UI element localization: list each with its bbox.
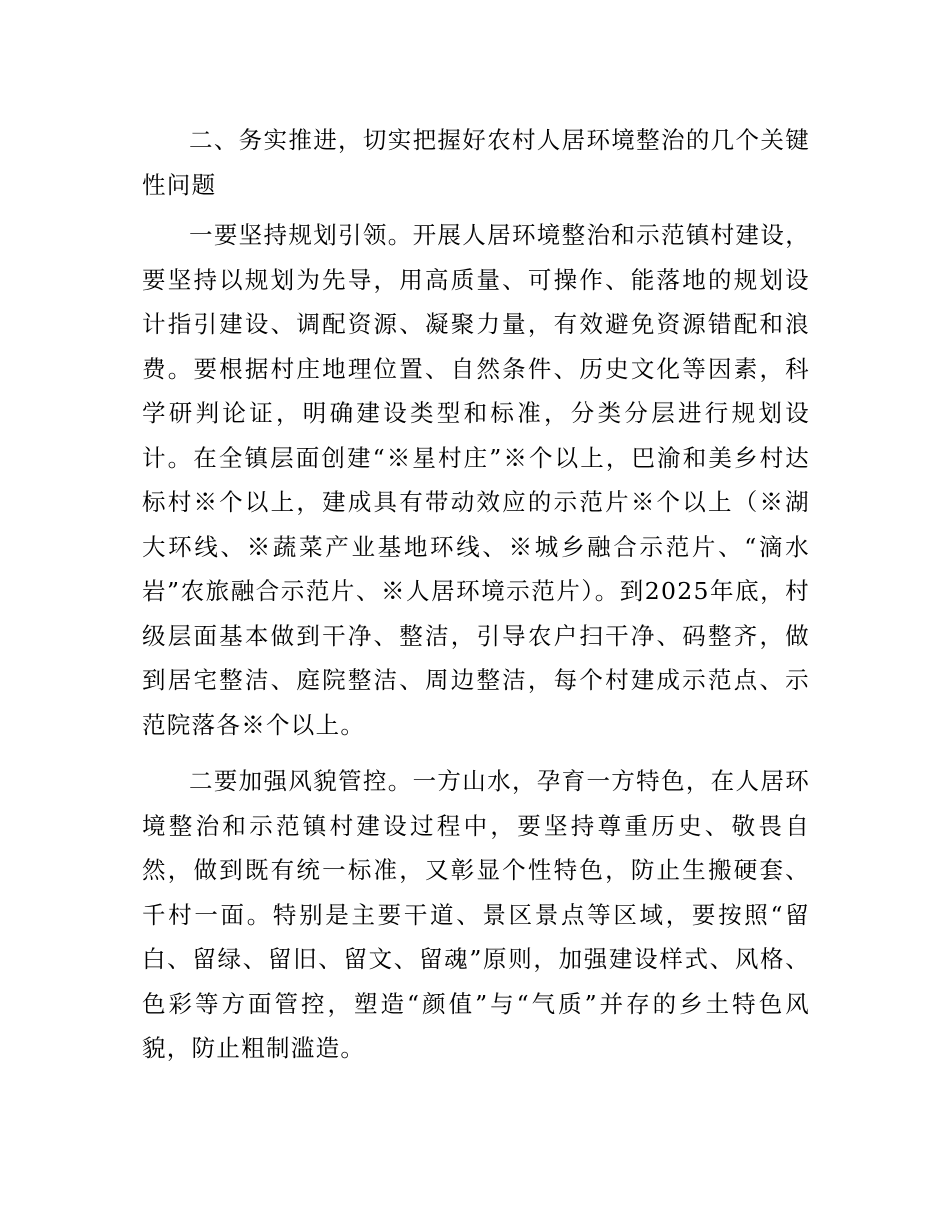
paragraph-style-control: 二要加强风貌管控。一方山水，孕育一方特色，在人居环境整治和示范镇村建设过程中，要坚持尊重历史、敬畏自然，做到既有统一标准，又彰显个性特色，防止生搬硬套、千村一面。特别是主要干道、景区景点等区域，要按照“留白、留绿、留旧、留文、留魂”原则，加强建设样式、风格、色彩等方面管控，塑造“颜值”与“气质”并存的乡土特色风貌，防止粗制滥造。 [142, 767, 810, 1062]
document-body [142, 118, 810, 1083]
section-heading: 二、务实推进，切实把握好农村人居环境整治的几个关键性问题 [142, 126, 810, 199]
paragraph-planning: 一要坚持规划引领。开展人居环境整治和示范镇村建设，要坚持以规划为先导，用高质量、可操作、能落地的规划设计指引建设、调配资源、凝聚力量，有效避免资源错配和浪费。要根据村庄地理位置、自然条件、历史文化等因素，科学研判论证，明确建设类型和标准，分类分层进行规划设计。在全镇层面创建“※星村庄”※个以上，巴渝和美乡村达标村※个以上，建成具有带动效应的示范片※个以上（※湖大环线、※蔬菜产业基地环线、※城乡融合示范片、“滴水岩”农旅融合示范片、※人居环境示范片）。到2025年底，村级层面基本做到干净、整洁，引导农户扫干净、码整齐，做到居宅整洁、庭院整洁、周边整洁，每个村建成示范点、示范院落各※个以上。 [142, 221, 810, 739]
